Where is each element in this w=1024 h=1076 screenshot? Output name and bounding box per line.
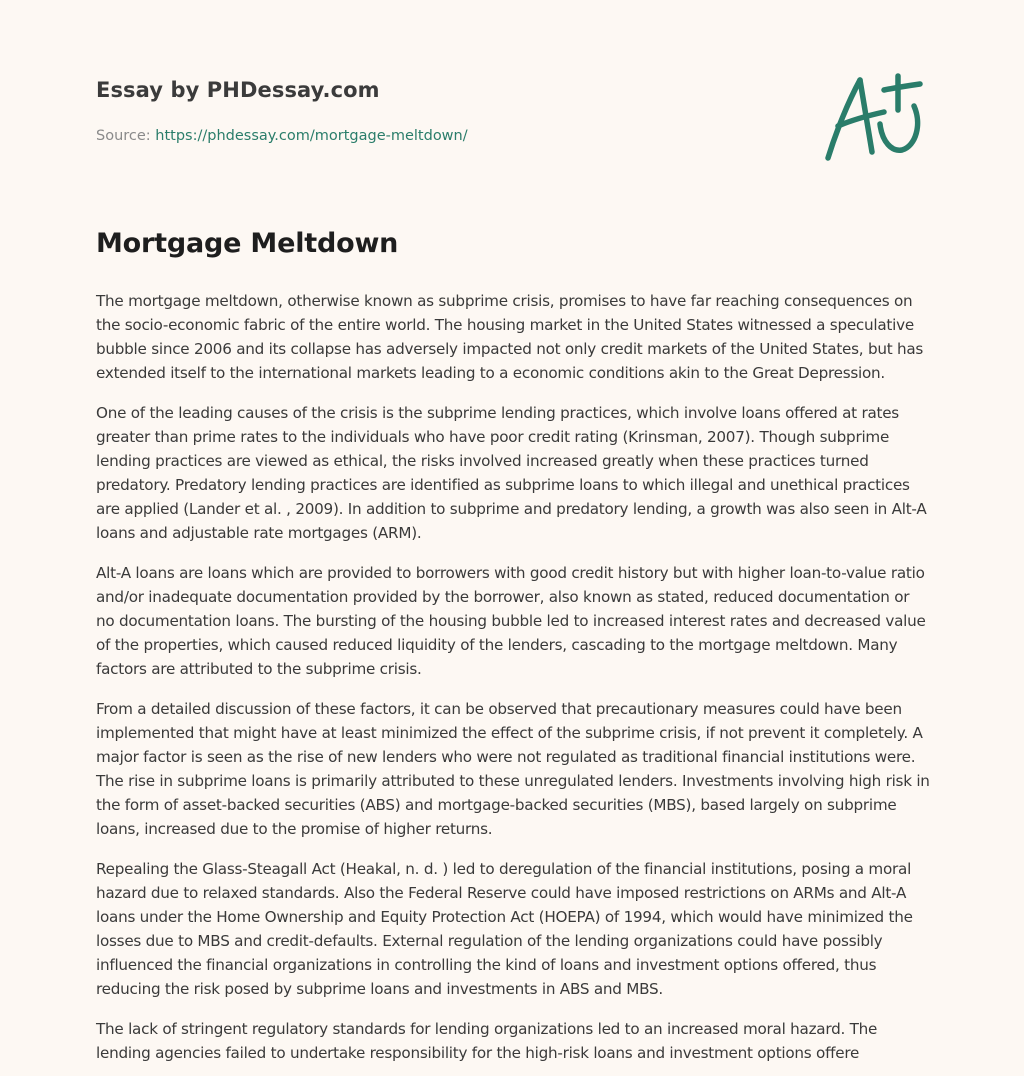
article-paragraph: Repealing the Glass-Steagall Act (Heakal, n. d. ) led to deregulation of the financial institutions, posing a moral hazard due to relaxed standards. Also the Federal Reserve could have imposed restrictions on ARMs and Alt-A loans under the Home Ownership and Equity Protection Act (HOEPA) of 1994, which would have minimized the losses due to MBS and credit-defaults. External regulation of the lending organizations could have possibly influenced the financial organizations in controlling the kind of loans and investment options offered, thus reducing the risk posed by subprime loans and investments in ABS and MBS. xyxy=(96,860,913,998)
site-title: Essay by PHDessay.com xyxy=(96,78,380,102)
article xyxy=(96,224,932,1076)
source-line xyxy=(96,126,736,146)
article-paragraph: One of the leading causes of the crisis is the subprime lending practices, which involve loans offered at rates greater than prime rates to the individuals who have poor credit rating (Krinsman, 2007). Though subprime lending practices are viewed as ethical, the risks involved increased greatly when these practices turned predatory. Predatory lending practices are identified as subprime loans to which illegal and unethical practices are applied (Lander et al. , 2009). In addition to subprime and predatory lending, a growth was also seen in Alt-A loans and adjustable rate mortgages (ARM). xyxy=(96,404,927,542)
article-paragraph: Alt-A loans are loans which are provided to borrowers with good credit history but with higher loan-to-value ratio and/or inadequate documentation provided by the borrower, also known as stated, reduced documentation or no documentation loans. The bursting of the housing bubble led to increased interest rates and decreased value of the properties, which caused reduced liquidity of the lenders, cascading to the mortgage meltdown. Many factors are attributed to the subprime crisis. xyxy=(96,564,926,678)
header xyxy=(96,76,736,146)
a-plus-logo-icon xyxy=(818,66,930,166)
source-label: Source: xyxy=(96,128,156,144)
source-link[interactable]: https://phdessay.com/mortgage-meltdown/ xyxy=(155,128,468,144)
article-title: Mortgage Meltdown xyxy=(96,228,399,259)
article-paragraph: From a detailed discussion of these factors, it can be observed that precautionary measures could have been implemented that might have at least minimized the effect of the subprime crisis, if not prevent it completely. A major factor is seen as the rise of new lenders who were not regulated as traditional financial institutions were. The rise in subprime loans is primarily attributed to these unregulated lenders. Investments involving high risk in the form of asset-backed securities (ABS) and mortgage-backed securities (MBS), based largely on subprime loans, increased due to the promise of higher returns. xyxy=(96,700,930,838)
article-paragraph: The lack of stringent regulatory standards for lending organizations led to an increased moral hazard. The lending agencies failed to undertake responsibility for the high-risk loans and investment options offere xyxy=(96,1020,878,1062)
article-paragraph: The mortgage meltdown, otherwise known as subprime crisis, promises to have far reaching consequences on the socio-economic fabric of the entire world. The housing market in the United States witnessed a speculative bubble since 2006 and its collapse has adversely impacted not only credit markets of the United States, but has extended itself to the international markets leading to a economic conditions akin to the Great Depression. xyxy=(96,292,924,382)
